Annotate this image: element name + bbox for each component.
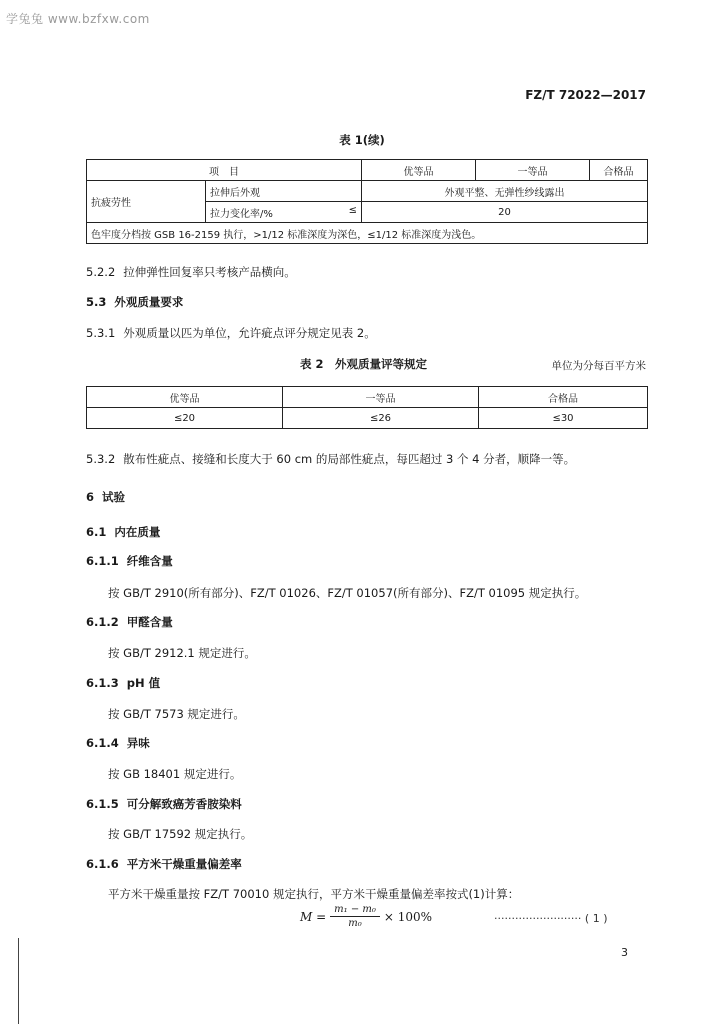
clause-6-1-3-body: 按 GB/T 7573 规定进行。 [108,707,245,721]
heading-number: 6.1.4 [86,736,119,750]
heading-number: 6.1.5 [86,797,119,811]
heading-number: 6.1.3 [86,676,119,690]
heading-number: 6 [86,490,95,504]
table2-value-grade2: ≤26 [283,408,479,429]
heading-6-1-6 [86,856,242,872]
clause-5-2-2 [86,264,296,280]
table-row [87,223,648,244]
table2-header-grade3: 合格品 [479,387,648,408]
heading-6-1-1 [86,553,173,569]
heading-text: pH 值 [126,676,161,690]
heading-number: 6.1.6 [86,857,119,871]
heading-6 [86,489,125,505]
formula-numerator: m₁ − m₀ [330,904,380,917]
binding-rule [18,938,19,1024]
heading-text: 外观质量要求 [114,295,184,309]
table1-header-grade2: 一等品 [476,160,590,181]
table2-value-grade1: ≤20 [87,408,283,429]
formula-number: ························· ( 1 ) [494,912,608,925]
clause-6-1-1-body: 按 GB/T 2910(所有部分)、FZ/T 01026、FZ/T 01057(所有部分)、FZ/T 01095 规定执行。 [108,586,587,600]
table2-unit: 单位为分每百平方米 [551,360,646,372]
table-row [87,408,648,429]
table1-row1-value: 外观平整、无弹性纱线露出 [362,181,648,202]
clause-5-3-2 [86,451,575,467]
clause-number: 5.3.2 [86,452,116,466]
heading-6-1 [86,524,160,540]
table1-header-grade3: 合格品 [590,160,648,181]
heading-text: 甲醛含量 [126,615,173,629]
clause-6-1-5-body: 按 GB/T 17592 规定执行。 [108,827,253,841]
table2-value-grade3: ≤30 [479,408,648,429]
heading-number: 6.1 [86,525,107,539]
table1-row1-label: 拉伸后外观 [206,181,362,202]
table1-note: 色牢度分档按 GSB 16-2159 执行，>1/12 标准深度为深色，≤1/12 标准深度为浅色。 [87,223,648,244]
table1-row2-value: 20 [362,202,648,223]
table1-header-item: 项 目 [87,160,362,181]
table2-header-row [87,387,648,408]
table1 [86,159,648,244]
heading-number: 6.1.2 [86,615,119,629]
table2-caption: 表 2 外观质量评等规定 [300,357,428,371]
formula-1 [300,904,432,929]
clause-text: 散布性疵点、接缝和长度大于 60 cm 的局部性疵点，每匹超过 3 个 4 分者，顺降一等。 [123,452,576,466]
heading-text: 可分解致癌芳香胺染料 [126,797,242,811]
heading-text: 纤维含量 [126,554,173,568]
clause-text: 外观质量以匹为单位，允许疵点评分规定见表 2。 [123,326,376,340]
heading-6-1-5 [86,796,242,812]
heading-text: 异味 [126,736,150,750]
table2-header-grade1: 优等品 [87,387,283,408]
clause-6-1-2-body: 按 GB/T 2912.1 规定进行。 [108,646,256,660]
clause-text: 拉伸弹性回复率只考核产品横向。 [123,265,296,279]
standard-code: FZ/T 72022—2017 [525,88,646,102]
clause-6-1-6-body: 平方米干燥重量按 FZ/T 70010 规定执行，平方米干燥重量偏差率按式(1)计算： [108,887,520,901]
formula-denominator: m₀ [348,918,362,929]
table1-row2-label-cell [206,202,362,223]
watermark: 学兔兔 www.bzfxw.com [6,12,150,26]
table1-header-grade1: 优等品 [362,160,476,181]
clause-6-1-4-body: 按 GB 18401 规定进行。 [108,767,242,781]
table1-group-label: 抗疲劳性 [87,181,206,223]
heading-5-3 [86,294,183,310]
heading-number: 5.3 [86,295,107,309]
table1-caption: 表 1(续) [339,133,385,147]
table1-header-row [87,160,648,181]
formula-rhs: × 100% [383,909,433,924]
table1-row2-operator: ≤ [348,204,358,216]
heading-6-1-3 [86,675,160,691]
clause-number: 5.2.2 [86,265,116,279]
heading-6-1-2 [86,614,173,630]
table2 [86,386,648,429]
heading-text: 内在质量 [114,525,161,539]
table-row [87,181,648,202]
table2-header-grade2: 一等品 [283,387,479,408]
table1-row2-label: 拉力变化率/% [210,208,273,220]
heading-6-1-4 [86,735,150,751]
clause-number: 5.3.1 [86,326,116,340]
clause-5-3-1 [86,325,376,341]
heading-text: 平方米干燥重量偏差率 [126,857,242,871]
heading-number: 6.1.1 [86,554,119,568]
formula-fraction [330,904,380,929]
formula-lhs: M = [300,909,327,924]
page-number: 3 [621,946,628,959]
heading-text: 试验 [102,490,126,504]
